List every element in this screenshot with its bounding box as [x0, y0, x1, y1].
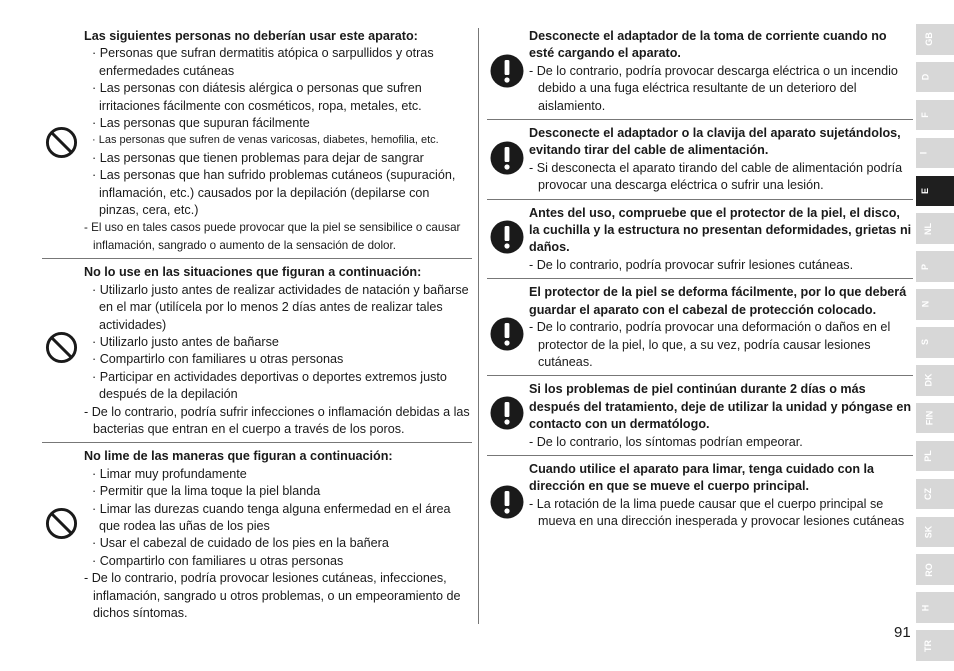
- tab-e[interactable]: E: [916, 176, 954, 207]
- mandatory-icon: [490, 141, 524, 175]
- consequence-note: - De lo contrario, podría provocar una deformación o daños en el protector de la piel, lo que, a su vez, podría causar lesiones cutáneas.: [529, 320, 891, 369]
- section-unplug-by-holding: [487, 125, 913, 195]
- list-item: · Participar en actividades deportivas o deportes extremos justo después de la depilación: [92, 369, 447, 402]
- prohibition-icon: [45, 331, 78, 364]
- list-item: · Las personas que sufren de venas varicosas, diabetes, hemofilia, etc.: [92, 134, 439, 147]
- list-item: · Personas que sufran dermatitis atópica o sarpullidos y otras enfermedades cutáneas: [92, 46, 434, 78]
- divider: [42, 442, 472, 443]
- mandatory-icon: [490, 485, 524, 519]
- list-item: · Compartirlo con familiares u otras personas: [92, 553, 344, 568]
- divider: [487, 375, 913, 376]
- section-header: No lime de las maneras que figuran a continuación:: [84, 449, 393, 464]
- tab-dk[interactable]: DK: [916, 365, 954, 396]
- tab-n[interactable]: N: [916, 289, 954, 320]
- section-header: Si los problemas de piel continúan durante 2 días o más después del tratamiento, deje de utilizar la unidad y póngase en contacto con un dermatólogo.: [529, 382, 912, 432]
- list-item: · Limar las durezas cuando tenga alguna enfermedad en el área que rodea las uñas de los pies: [92, 501, 451, 533]
- mandatory-icon: [490, 220, 524, 254]
- divider: [487, 455, 913, 456]
- list-item: · Utilizarlo justo antes de realizar actividades de natación y bañarse en el mar (utilícela por lo menos 2 días antes de realizar tales actividades): [92, 282, 469, 332]
- consequence-note: - De lo contrario, podría provocar lesiones cutáneas, infecciones, inflamación, sangrado u otros problemas, o un empeoramiento de dichos síntomas.: [84, 571, 461, 620]
- consequence-note: - Si desconecta el aparato tirando del cable de alimentación podría provocar una descarga eléctrica o sufrir una lesión.: [529, 160, 903, 193]
- list-item: · Compartirlo con familiares u otras personas: [92, 352, 344, 367]
- tab-i[interactable]: I: [916, 138, 954, 169]
- column-divider: [478, 28, 479, 624]
- section-header: No lo use en las situaciones que figuran a continuación:: [84, 265, 422, 280]
- list-item: · Las personas que han sufrido problemas cutáneos (supuración, inflamación, etc.) causados por la depilación (depilarse con pinzas, cera, etc.): [92, 168, 456, 218]
- list-item: · Las personas que tienen problemas para dejar de sangrar: [92, 150, 424, 165]
- tab-ro[interactable]: RO: [916, 554, 954, 585]
- divider: [487, 278, 913, 279]
- language-tabs: [916, 24, 954, 668]
- section-header: Cuando utilice el aparato para limar, tenga cuidado con la dirección en que se mueve el cuerpo principal.: [529, 461, 875, 494]
- section-store-with-cap: [487, 284, 913, 371]
- divider: [487, 119, 913, 120]
- list-item: · Las personas con diátesis alérgica o personas que sufren irritaciones fácilmente con cosméticos, ropa, metales, etc.: [92, 81, 422, 113]
- prohibition-icon: [45, 507, 78, 540]
- tab-sk[interactable]: SK: [916, 517, 954, 548]
- tab-d[interactable]: D: [916, 62, 954, 93]
- page-number: 91: [894, 624, 911, 641]
- tab-pl[interactable]: PL: [916, 441, 954, 472]
- section-skin-problems: [487, 381, 913, 451]
- mandatory-icon: [490, 317, 524, 351]
- section-unplug-adapter: [487, 28, 913, 115]
- tab-p[interactable]: P: [916, 251, 954, 282]
- tab-fin[interactable]: FIN: [916, 403, 954, 434]
- section-header: Desconecte el adaptador o la clavija del aparato sujetándolos, evitando tirar del cable de alimentación.: [529, 126, 901, 158]
- tab-f[interactable]: F: [916, 100, 954, 131]
- tab-h[interactable]: H: [916, 592, 954, 623]
- list-item: · Permitir que la lima toque la piel blanda: [92, 484, 321, 499]
- section-header: El protector de la piel se deforma fácilmente, por lo que deberá guardar el aparato con el cabezal de protección colocado.: [529, 285, 907, 317]
- consequence-note: - La rotación de la lima puede causar que el cuerpo principal se mueva en una dirección inesperada y provocar lesiones cutáneas: [529, 496, 905, 529]
- list-item: · Limar muy profundamente: [92, 466, 247, 481]
- tab-cz[interactable]: CZ: [916, 479, 954, 510]
- consequence-note: - El uso en tales casos puede provocar que la piel se sensibilice o causar inflamación, sangrado o aumento de la sensación de dolor.: [84, 221, 461, 252]
- consequence-note: - De lo contrario, podría provocar descarga eléctrica o un incendio debido a una fuga eléctrica resultante de un deterioro del aislamiento.: [529, 63, 898, 113]
- consequence-note: - De lo contrario, podría sufrir infecciones o inflamación debidas a las bacterias que entran en el cuerpo a través de los poros.: [84, 404, 470, 436]
- left-column: [42, 28, 472, 622]
- right-column: [487, 28, 913, 531]
- section-check-before-use: [487, 205, 913, 275]
- consequence-note: - De lo contrario, podría provocar sufrir lesiones cutáneas.: [529, 257, 854, 272]
- section-filing-direction: [487, 461, 913, 531]
- list-item: · Las personas que supuran fácilmente: [92, 116, 310, 131]
- section-header: Desconecte el adaptador de la toma de corriente cuando no esté cargando el aparato.: [529, 29, 887, 61]
- section-header: Antes del uso, compruebe que el protector de la piel, el disco, la cuchilla y la estructura no presentan deformidades, grietas ni daños.: [529, 205, 912, 255]
- section-users-not-allowed: [42, 28, 472, 254]
- mandatory-icon: [490, 396, 524, 430]
- mandatory-icon: [490, 54, 524, 88]
- section-situations: [42, 264, 472, 438]
- tab-s[interactable]: S: [916, 327, 954, 358]
- section-filing: [42, 448, 472, 622]
- divider: [42, 258, 472, 259]
- section-header: Las siguientes personas no deberían usar este aparato:: [84, 29, 418, 43]
- consequence-note: - De lo contrario, los síntomas podrían empeorar.: [529, 434, 803, 449]
- prohibition-icon: [45, 126, 78, 159]
- divider: [487, 199, 913, 200]
- tab-tr[interactable]: TR: [916, 630, 954, 661]
- list-item: · Usar el cabezal de cuidado de los pies en la bañera: [92, 536, 389, 551]
- tab-nl[interactable]: NL: [916, 213, 954, 244]
- list-item: · Utilizarlo justo antes de bañarse: [92, 334, 279, 349]
- tab-gb[interactable]: GB: [916, 24, 954, 55]
